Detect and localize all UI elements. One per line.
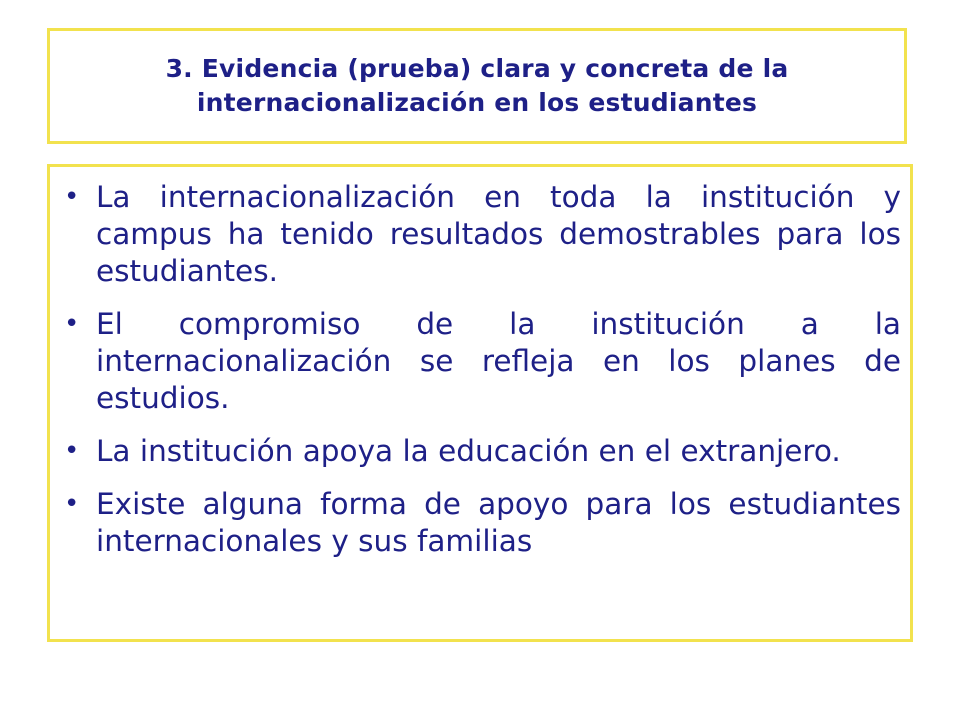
slide-title: 3. Evidencia (prueba) clara y concreta de la internacionalización en los estudiantes bbox=[165, 54, 789, 117]
bullet-list bbox=[64, 179, 901, 576]
bullet-text: La internacionalización en toda la institución y campus ha tenido resultados demostrables para los estudiantes. bbox=[96, 180, 901, 288]
slide-content-box bbox=[47, 164, 913, 642]
bullet-text: El compromiso de la institución a la internacionalización se refleja en los planes de estudios. bbox=[96, 307, 901, 415]
bullet-text: La institución apoya la educación en el extranjero. bbox=[96, 434, 841, 468]
bullet-item bbox=[64, 486, 901, 560]
bullet-icon: • bbox=[64, 309, 80, 339]
bullet-item bbox=[64, 306, 901, 417]
bullet-item bbox=[64, 433, 901, 470]
bullet-text: Existe alguna forma de apoyo para los estudiantes internacionales y sus familias bbox=[96, 487, 901, 558]
bullet-icon: • bbox=[64, 182, 80, 212]
bullet-item bbox=[64, 179, 901, 290]
bullet-icon: • bbox=[64, 489, 80, 519]
bullet-icon: • bbox=[64, 436, 80, 466]
slide-title-box bbox=[47, 28, 907, 144]
